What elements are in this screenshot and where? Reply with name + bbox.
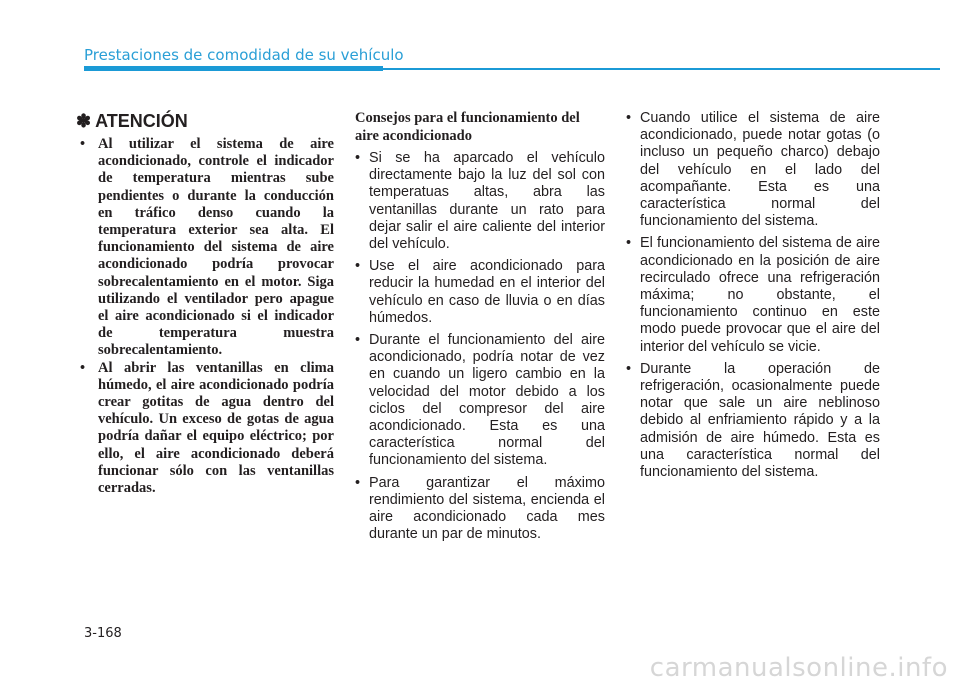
caution-list (76, 136, 334, 497)
tips-list-left (355, 150, 605, 543)
caution-heading (76, 110, 334, 132)
asterisk-star-icon: ✽ (76, 111, 92, 131)
section-title: Prestaciones de comodidad de su vehículo (84, 46, 404, 64)
tip-item: • Para garantizar el máximo rendimiento del sistema, encienda el aire acondicionado cada mes durante un par de minutos. (355, 475, 605, 544)
tips-list-right (626, 110, 880, 481)
tips-column-right (626, 110, 880, 486)
tips-column-left (355, 110, 605, 548)
page-number: 3-168 (84, 626, 122, 641)
tip-item: • Durante la operación de refrigeración, ocasionalmente puede notar que sale un aire neblinoso debido al enfriamiento rápido y a la admisión de aire húmedo. Esta es una característica normal del funcionamiento del sistema. (626, 361, 880, 481)
caution-column (76, 110, 334, 497)
caution-item: • Al abrir las ventanillas en clima húmedo, el aire acondicionado podría crear gotitas de agua dentro del vehículo. Un exceso de gotas de agua podría dañar el equipo eléctrico; por ello, el aire acondicionado deberá funcionar sólo con las ventanillas cerradas. (76, 360, 334, 498)
tip-item: • El funcionamiento del sistema de aire acondicionado en la posición de aire recirculado ofrece una refrigeración máxima; no obstante, el funcionamiento continuo en este modo puede provocar que el aire del interior del vehículo se vicie. (626, 235, 880, 355)
tip-item: • Use el aire acondicionado para reducir la humedad en el interior del vehículo en caso de lluvia o en días húmedos. (355, 258, 605, 327)
tips-heading: Consejos para el funcionamiento del aire acondicionado (355, 110, 580, 144)
header-rule-thin (383, 68, 940, 70)
caution-title: ATENCIÓN (95, 111, 188, 131)
caution-item: • Al utilizar el sistema de aire acondicionado, controle el indicador de temperatura mientras sube pendientes o durante la conducción en tráfico denso cuando la temperatura exterior sea alta. El funcionamiento del sistema de aire acondicionado podría provocar sobrecalentamiento en el motor. Siga utilizando el ventilador pero apague el aire acondicionado si el indicador de temperatura muestra sobrecalentamiento. (76, 136, 334, 360)
tip-item: • Cuando utilice el sistema de aire acondicionado, puede notar gotas (o incluso un pequeño charco) debajo del vehículo en el lado del acompañante. Esta es una característica normal del funcionamiento del sistema. (626, 110, 880, 230)
watermark: carmanualsonline.info (649, 653, 948, 683)
tip-item: • Si se ha aparcado el vehículo directamente bajo la luz del sol con temperatuas altas, abra las ventanillas durante un rato para dejar salir el aire caliente del interior del vehículo. (355, 150, 605, 253)
header-rule-thick (84, 66, 383, 71)
tip-item: • Durante el funcionamiento del aire acondicionado, podría notar de vez en cuando un ligero cambio en la velocidad del motor debido a los ciclos del compresor del aire acondicionado. Esta es una característica normal del funcionamiento del sistema. (355, 332, 605, 470)
